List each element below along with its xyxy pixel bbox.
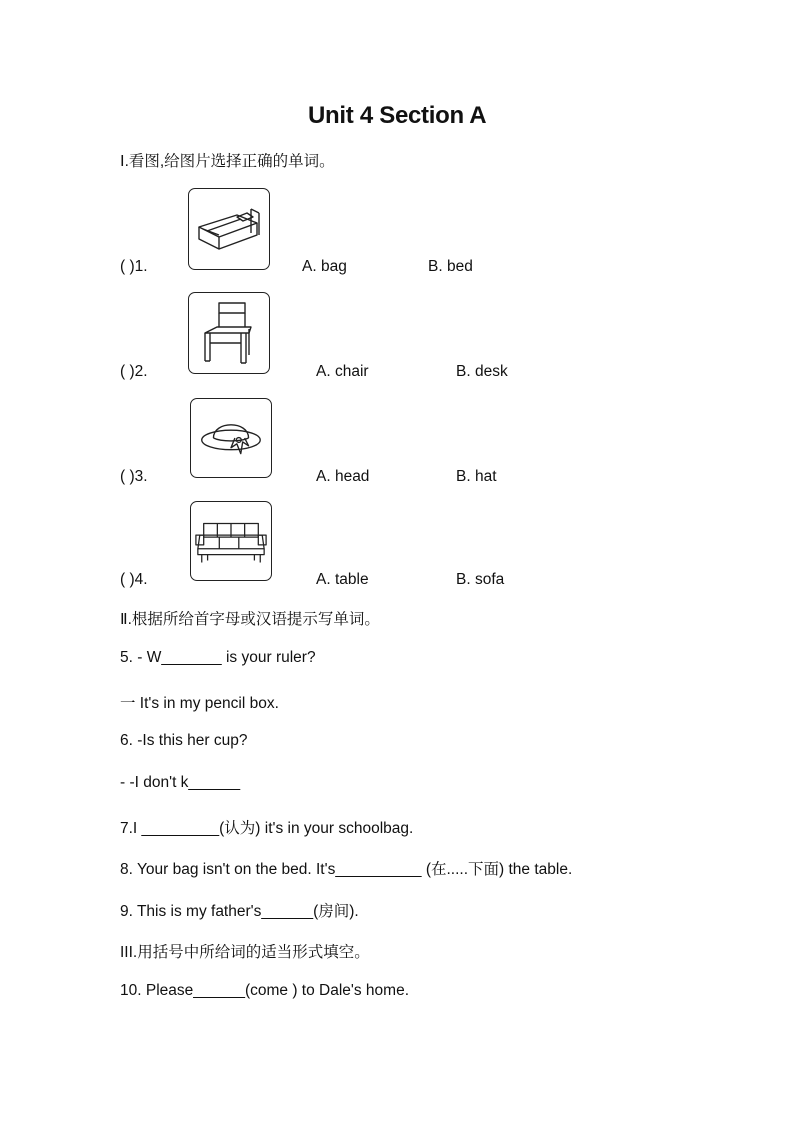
question-2-number: ( )2. — [120, 363, 148, 380]
question-1-number: ( )1. — [120, 258, 148, 275]
question-1-option-a: A. bag — [302, 258, 347, 275]
question-5-line: 5. - W_______ is your ruler? — [120, 649, 316, 666]
question-5-answer-line: 一 It's in my pencil box. — [120, 695, 279, 712]
question-4-option-a: A. table — [316, 571, 369, 588]
question-4-option-b: B. sofa — [456, 571, 505, 588]
section-3-heading: III.用括号中所给词的适当形式填空。 — [120, 944, 370, 961]
section-2-heading: Ⅱ.根据所给首字母或汉语提示写单词。 — [120, 611, 380, 628]
question-3-option-a: A. head — [316, 468, 370, 485]
page-title: Unit 4 Section A — [308, 102, 487, 129]
question-3-number: ( )3. — [120, 468, 148, 485]
section-1-heading: Ⅰ.看图,给图片选择正确的单词。 — [120, 153, 335, 170]
chair-icon — [188, 292, 270, 374]
question-4-number: ( )4. — [120, 571, 148, 588]
question-6-line: 6. -Is this her cup? — [120, 732, 248, 749]
question-2-option-b: B. desk — [456, 363, 508, 380]
question-3-option-b: B. hat — [456, 468, 497, 485]
question-1-option-b: B. bed — [428, 258, 473, 275]
question-8-line: 8. Your bag isn't on the bed. It's__________ (在.....下面) the table. — [120, 861, 573, 878]
question-6-answer-line: - -I don't k______ — [120, 774, 241, 791]
bed-icon — [188, 188, 270, 270]
hat-icon — [190, 398, 272, 478]
sofa-icon — [190, 501, 272, 581]
question-2-option-a: A. chair — [316, 363, 369, 380]
question-9-line: 9. This is my father's______(房间). — [120, 903, 359, 920]
question-7-line: 7.I _________(认为) it's in your schoolbag. — [120, 820, 414, 837]
question-10-line: 10. Please______(come ) to Dale's home. — [120, 982, 410, 999]
